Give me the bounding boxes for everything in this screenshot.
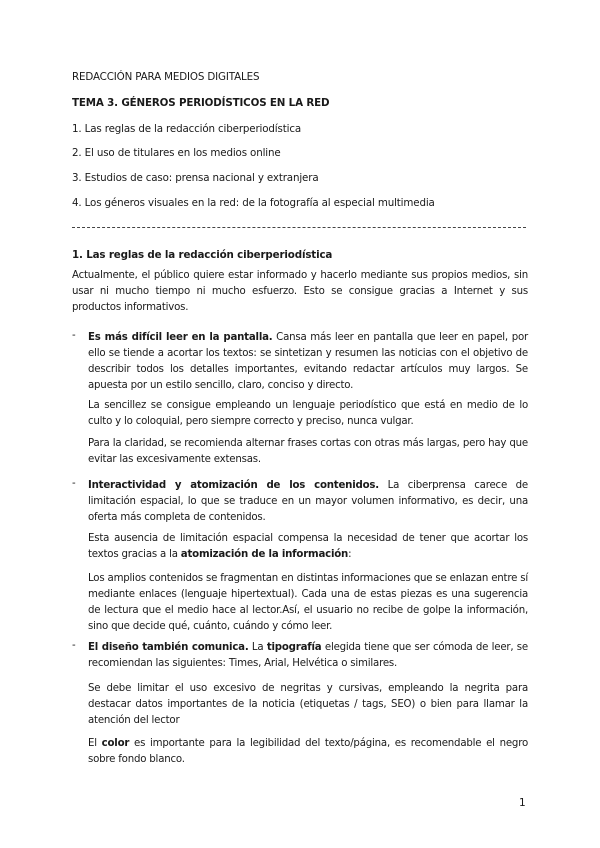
toc-item-3: 3. Estudios de caso: prensa nacional y extranjera: [72, 172, 319, 184]
bullet-2-p3: Los amplios contenidos se fragmentan en distintas informaciones que se enlazan entre sí mediante enlaces (lenguaje hipertextual). Cada una de estas piezas es una sugerencia de lectura que el medio hace al lector.Así, el usuario no recibe de golpe la información, sino que decide qué, cuánto, cuándo y cómo leer.: [88, 573, 528, 632]
bullet-1-p2: La sencillez se consigue empleando un lenguaje periodístico que está en medio de lo culto y lo coloquial, pero siempre correcto y preciso, nunca vulgar.: [88, 400, 528, 427]
bullet-3-p3: [88, 736, 528, 768]
header-title: REDACCIÓN PARA MEDIOS DIGITALES: [72, 71, 260, 83]
bullet-3-color: color: [101, 738, 130, 749]
bullet-1-p3: Para la claridad, se recomienda alternar frases cortas con otras más largas, pero hay que evitar las excesivamente extensas.: [88, 438, 528, 465]
bullet-2-p2-bold: atomización de la información: [180, 549, 349, 560]
bullet-1-paragraph: [88, 330, 528, 394]
bullet-2-p2-colon: :: [348, 549, 352, 560]
bullet-1-text: Cansa más leer en pantalla que leer en papel, por ello se tiende a acortar los textos: se sintetizan y resumen las noticias con el objetivo de describir todos los detalles importantes, evitando redactar artículos muy largos. Se apuesta por un estilo sencillo, claro, conciso y directo.: [88, 332, 528, 391]
section-title: 1. Las reglas de la redacción ciberperiodística: [72, 249, 333, 261]
bullet-2-lead: Interactividad y atomización de los contenidos.: [88, 480, 379, 491]
bullet-2-p2-text: Esta ausencia de limitación espacial compensa la necesidad de tener que acortar los textos gracias a la: [88, 533, 528, 560]
bullet-dash: -: [72, 330, 76, 341]
toc-item-1: 1. Las reglas de la redacción ciberperiodística: [72, 123, 301, 135]
intro-paragraph: Actualmente, el público quiere estar informado y hacerlo mediante sus propios medios, sin usar ni mucho tiempo ni mucho esfuerzo. Esto se consigue gracias a Internet y sus productos informativos.: [72, 270, 528, 313]
bullet-3-p3-a: El: [88, 738, 102, 749]
dashed-separator: [72, 227, 526, 228]
bullet-dash: -: [72, 478, 76, 489]
bullet-2-p2: [88, 531, 528, 563]
toc-item-4: 4. Los géneros visuales en la red: de la fotografía al especial multimedia: [72, 197, 435, 209]
bullet-2-paragraph: [88, 478, 528, 526]
bullet-3-paragraph: [88, 640, 528, 672]
bullet-3-text-c: elegida tiene que ser cómoda de leer, se recomiendan las siguientes: Times, Arial, Helvética o similares.: [88, 642, 528, 669]
bullet-3-text-a: La: [248, 642, 267, 653]
toc-item-2: 2. El uso de titulares en los medios online: [72, 147, 281, 159]
bullet-3-p3-c: es importante para la legibilidad del texto/página, es recomendable el negro sobre fondo blanco.: [88, 738, 528, 765]
bullet-1-lead: Es más difícil leer en la pantalla.: [88, 332, 273, 343]
bullet-3-lead: El diseño también comunica.: [88, 642, 249, 653]
tema-title: TEMA 3. GÉNEROS PERIODÍSTICOS EN LA RED: [72, 97, 330, 109]
page-number: 1: [519, 797, 526, 809]
bullet-2-text: La ciberprensa carece de limitación espacial, lo que se traduce en un mayor volumen informativo, es decir, una oferta más completa de contenidos.: [88, 480, 528, 523]
bullet-3-tipografia: tipografía: [266, 642, 322, 653]
bullet-dash: -: [72, 640, 76, 651]
bullet-3-p2: Se debe limitar el uso excesivo de negritas y cursivas, empleando la negrita para destacar datos importantes de la noticia (etiquetas / tags, SEO) o bien para llamar la atención del lector: [88, 683, 528, 726]
